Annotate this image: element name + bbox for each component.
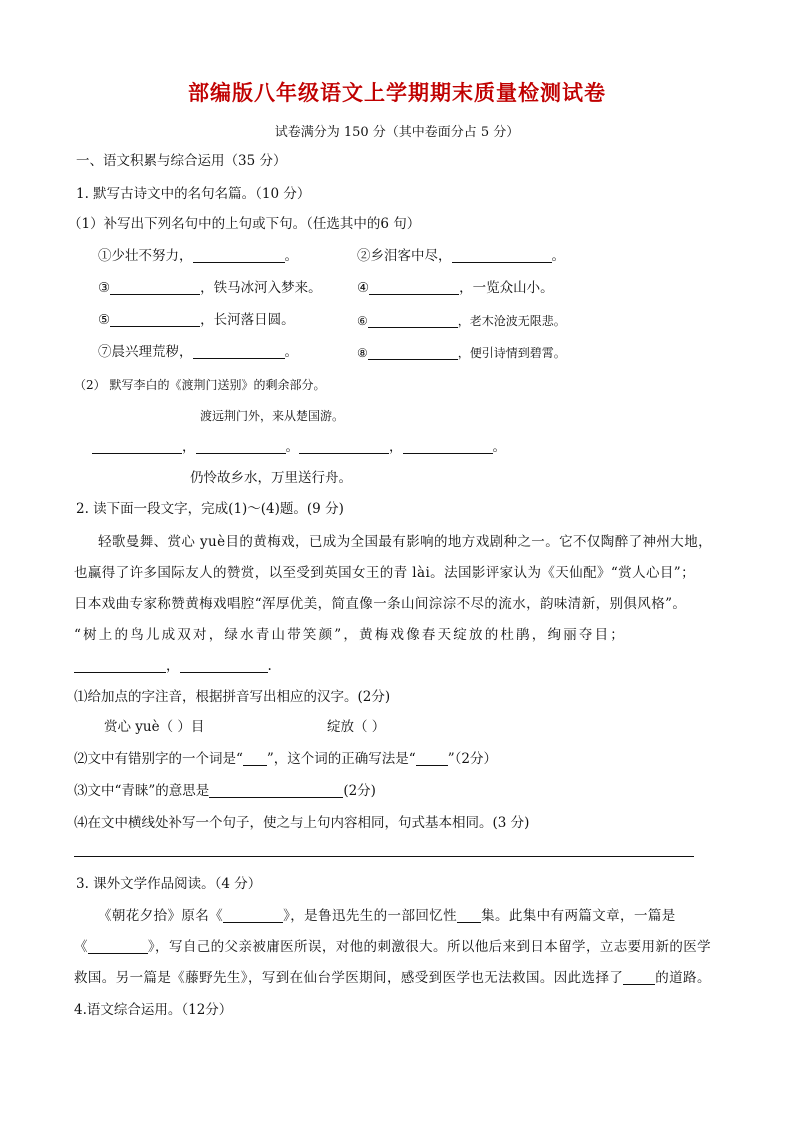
answer-blank[interactable] [223, 908, 283, 923]
text: 集。此集中有两篇文章，一篇是 [481, 908, 676, 924]
punct: 。 [284, 344, 298, 360]
q2-subquestion-2 [74, 750, 497, 768]
q1-item-7 [98, 343, 298, 361]
text: ”，这个词的正确写法是“ [266, 751, 416, 767]
answer-blank[interactable] [416, 751, 448, 766]
q3-line-1 [98, 907, 676, 925]
item-num: ⑥ [357, 314, 368, 328]
answer-blank[interactable] [452, 248, 552, 263]
q2-paragraph-line: 日本戏曲专家称赞黄梅戏唱腔“浑厚优美，简直像一条山间淙淙不尽的流水，韵味清新，别俱风格”。 [74, 596, 687, 612]
q2-paragraph-line: 也赢得了许多国际友人的赞赏，以至受到英国女王的青 lài。法国影评家认为《天仙配》“赏人心目”； [74, 565, 695, 581]
q1-item-6 [357, 312, 566, 330]
item-text: ，老木沧波无限悲。 [457, 314, 566, 328]
q2-paragraph-blanks [74, 657, 272, 675]
answer-blank[interactable] [457, 908, 481, 923]
q1-item-5 [98, 311, 295, 329]
q2-heading: 2. 读下面一段文字，完成(1)～(4)题。(9 分) [76, 501, 344, 517]
answer-blank[interactable] [74, 658, 166, 673]
punct: 。 [285, 439, 299, 455]
q3-heading: 3. 课外文学作品阅读。（4 分） [76, 876, 262, 892]
text: 》，是鲁迅先生的一部回忆性 [283, 908, 458, 924]
poem-last-line: 仍怜故乡水，万里送行舟。 [190, 470, 352, 486]
answer-blank[interactable] [369, 280, 459, 295]
answer-blank[interactable] [196, 439, 286, 454]
q2-paragraph-line: “树上的鸟儿成双对，绿水青山带笑颜”，黄梅戏像春天绽放的杜鹃，绚丽夺目； [74, 627, 627, 643]
punct: ， [389, 439, 403, 455]
q4-heading: 4.语文综合运用。（12分） [74, 1002, 233, 1018]
item-text: ①少壮不努力， [98, 248, 193, 264]
q1-item-2 [357, 247, 565, 265]
q1-item-4 [357, 279, 554, 297]
answer-blank[interactable] [243, 751, 267, 766]
item-num: ④ [357, 280, 370, 296]
text: 救国。另一篇是《藤野先生》，写到在仙台学医期间，感受到医学也无法救国。因此选择了 [74, 970, 624, 986]
answer-blank[interactable] [209, 783, 343, 798]
answer-blank[interactable] [368, 313, 458, 328]
q2-subquestion-3 [74, 782, 376, 800]
item-num: ⑧ [357, 346, 368, 360]
item-text: ②乡泪客中尽， [357, 248, 452, 264]
document-title: 部编版八年级语文上学期期末质量检测试卷 [188, 81, 606, 105]
q1-item-8 [357, 344, 566, 362]
punct: ， [182, 439, 196, 455]
item-text: ，一览众山小。 [459, 280, 554, 296]
answer-blank[interactable] [623, 970, 655, 985]
punct: 。 [551, 248, 565, 264]
answer-blank[interactable] [110, 312, 200, 327]
q2-subquestion-4: ⑷在文中横线处补写一个句子，使之与上句内容相同，句式基本相同。(3 分) [74, 815, 530, 831]
section-heading: 一、语文积累与综合运用（35 分） [76, 153, 287, 169]
q2-s1-a: 赏心 yuè（ ）目 [104, 719, 205, 735]
item-text: ⑦晨兴理荒秽， [98, 344, 193, 360]
punct: 。 [492, 439, 506, 455]
answer-blank[interactable] [88, 939, 148, 954]
item-num: ⑤ [98, 312, 111, 328]
q1-sub2: （2） 默写李白的《渡荆门送别》的剩余部分。 [74, 378, 326, 392]
q2-s1-b: 绽放（ ） [327, 719, 386, 735]
text: 《朝花夕拾》原名《 [98, 908, 224, 924]
q1-item-3 [98, 279, 322, 297]
answer-blank[interactable] [110, 280, 200, 295]
document-subtitle: 试卷满分为 150 分（其中卷面分占 5 分） [274, 125, 520, 140]
text: 的道路。 [655, 970, 711, 986]
punct: . [267, 658, 272, 674]
q3-line-3 [74, 969, 711, 987]
answer-blank[interactable] [368, 345, 458, 360]
q2-subquestion-1: ⑴给加点的字注音，根据拼音写出相应的汉字。(2分) [74, 689, 391, 705]
text: ⑶文中“青睐”的意思是 [74, 783, 210, 799]
answer-blank[interactable] [193, 344, 285, 359]
answer-blank[interactable] [180, 658, 268, 673]
text: 《 [74, 939, 88, 955]
answer-blank[interactable] [193, 248, 285, 263]
text: ⑵文中有错别字的一个词是“ [74, 751, 243, 767]
q3-line-2 [74, 938, 711, 956]
text: (2分) [343, 783, 376, 799]
answer-line[interactable] [74, 856, 694, 857]
item-text: ，便引诗情到碧霄。 [457, 346, 566, 360]
punct: ， [166, 658, 180, 674]
answer-blank[interactable] [403, 439, 493, 454]
q2-paragraph-line: 轻歌曼舞、赏心 yuè目的黄梅戏，已成为全国最有影响的地方戏剧种之一。它不仅陶醉了神州大地， [98, 534, 713, 550]
q1-heading: 1. 默写古诗文中的名句名篇。（10 分） [76, 186, 311, 202]
poem-blanks-line [92, 438, 506, 456]
item-text: ，铁马冰河入梦来。 [200, 280, 322, 296]
punct: 。 [284, 248, 298, 264]
q1-sub1: （1）补写出下列名句中的上句或下句。（任选其中的6 句） [68, 216, 421, 232]
text: 》，写自己的父亲被庸医所误，对他的刺激很大。所以他后来到日本留学，立志要用新的医学 [147, 939, 712, 955]
item-num: ③ [98, 280, 111, 296]
item-text: ，长河落日圆。 [200, 312, 295, 328]
text: ”（2分） [447, 751, 497, 767]
q1-item-1 [98, 247, 298, 265]
poem-first-line: 渡远荆门外，来从楚国游。 [200, 409, 345, 423]
answer-blank[interactable] [92, 439, 182, 454]
answer-blank[interactable] [299, 439, 389, 454]
